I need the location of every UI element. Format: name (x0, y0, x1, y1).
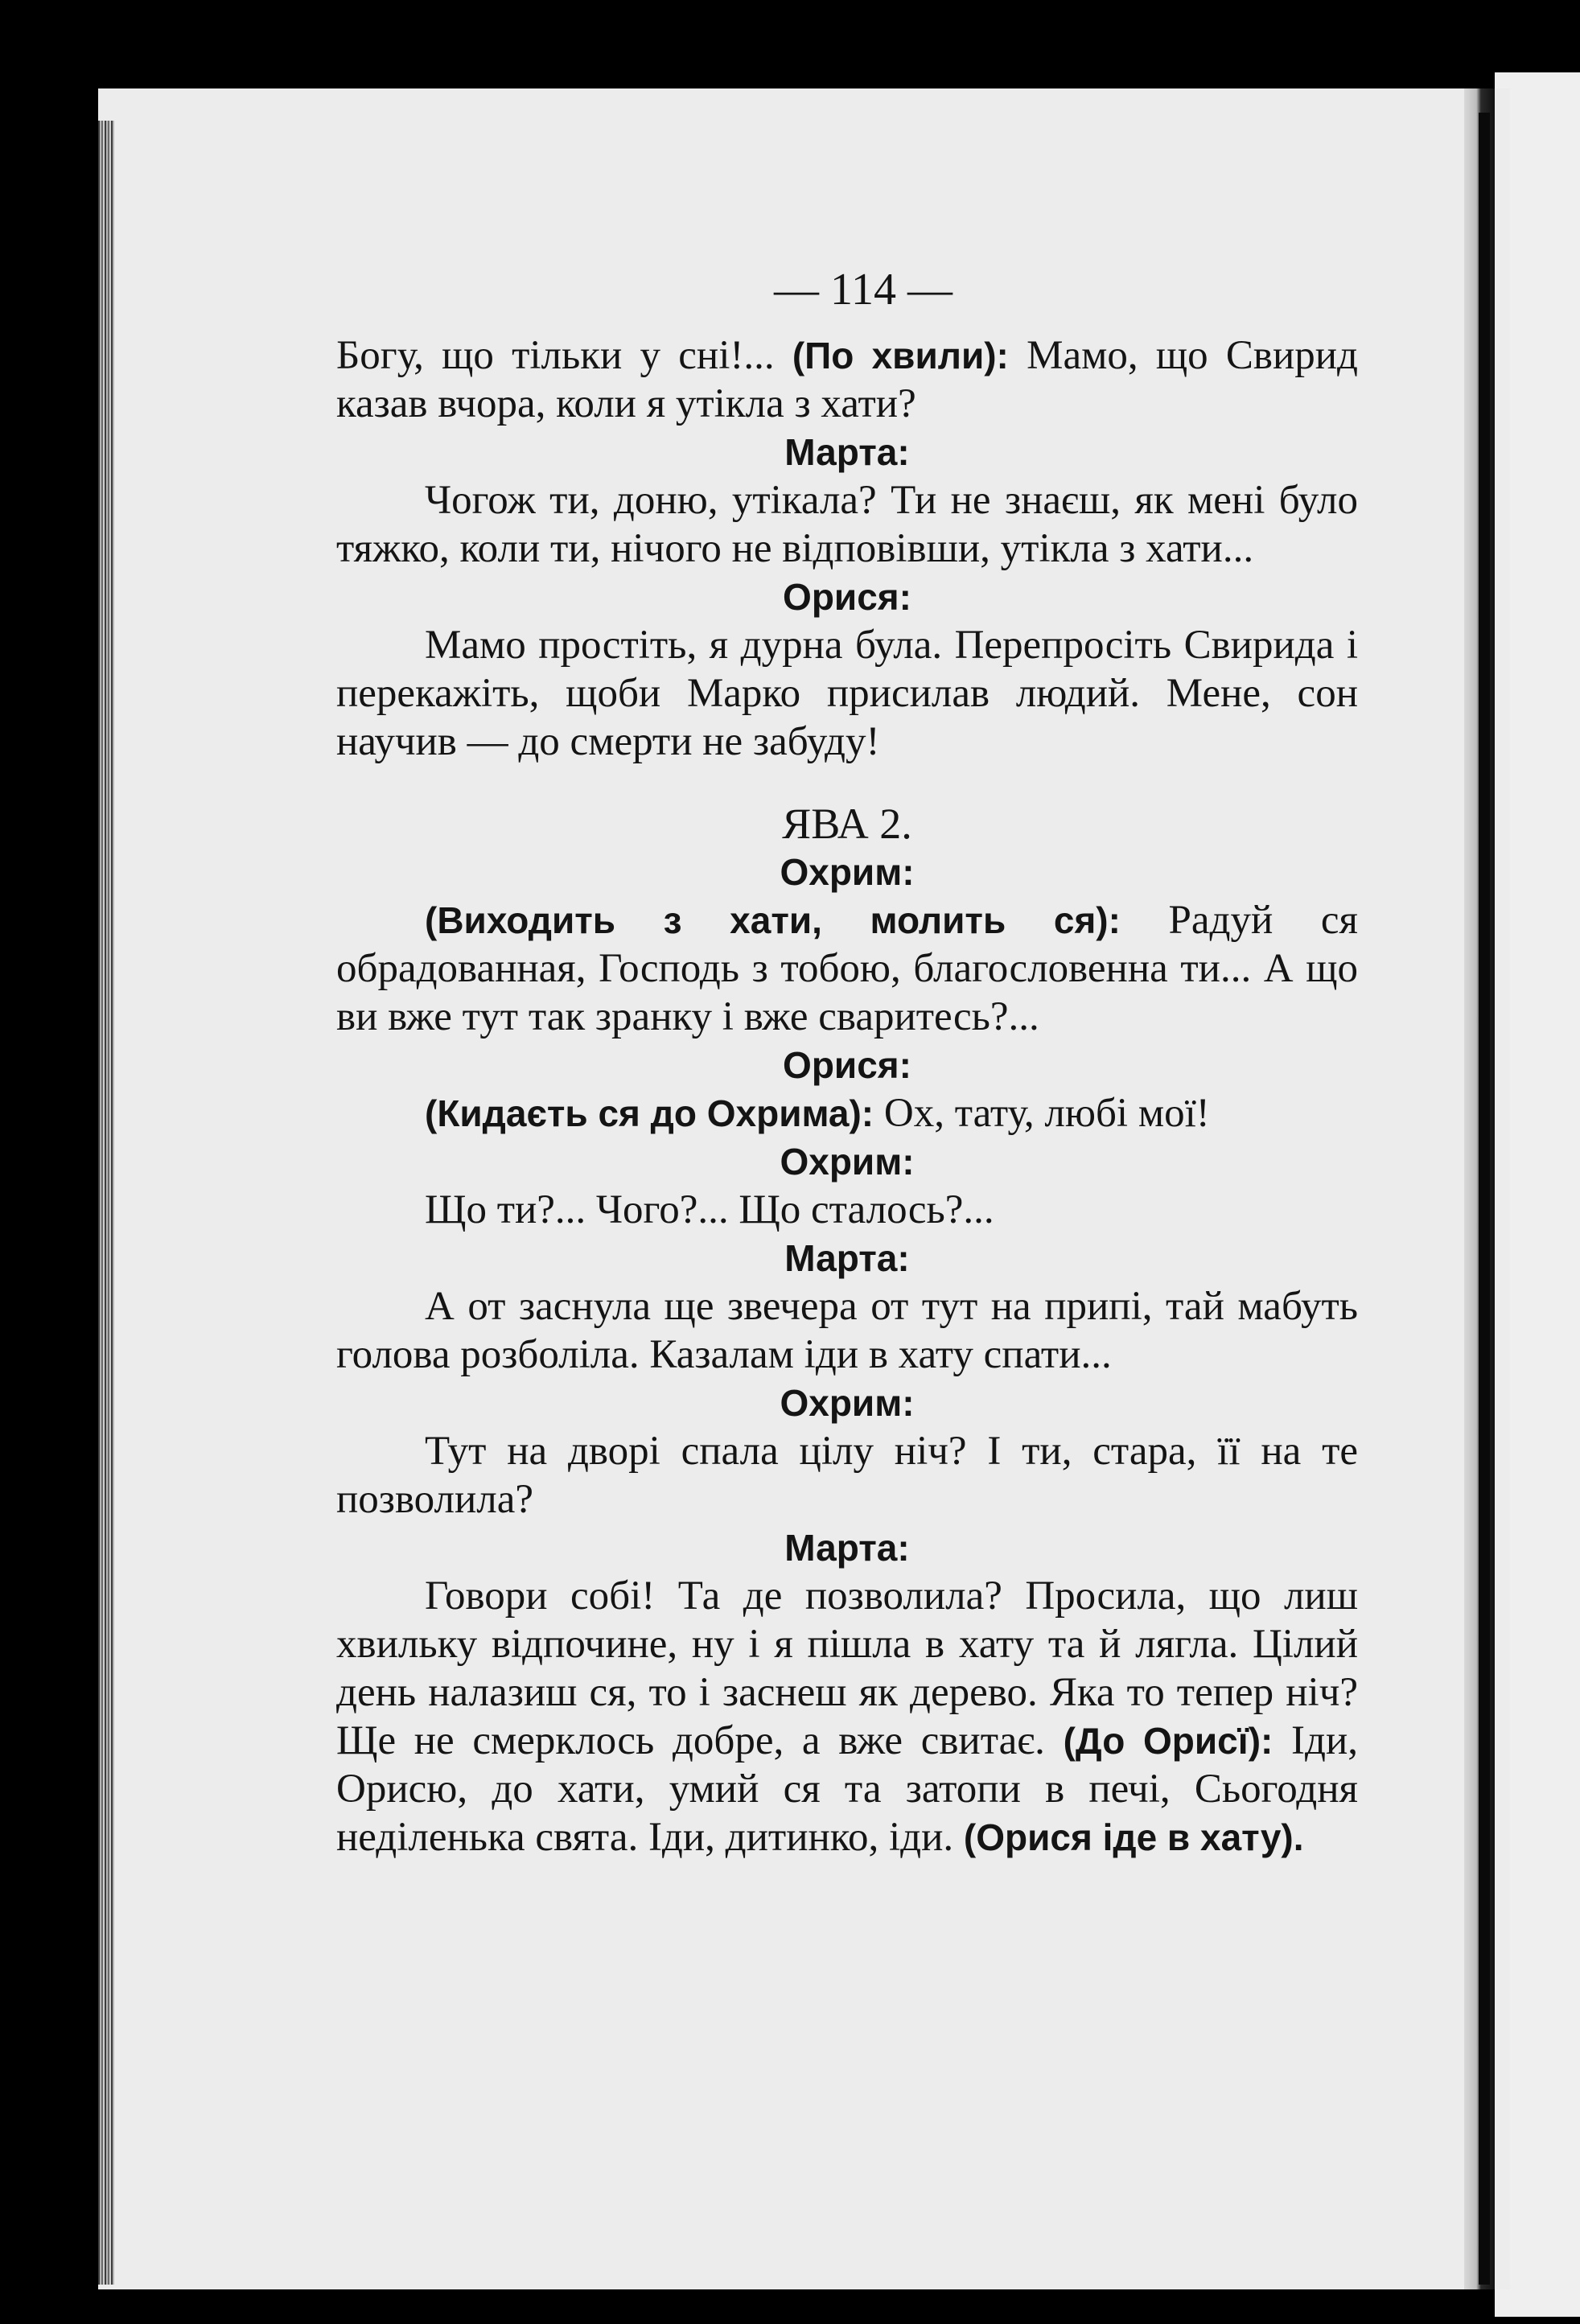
speaker-name: Марта: (784, 1237, 910, 1279)
stage-direction: (Виходить з хати, молить ся): (425, 899, 1121, 941)
dialogue-text: А от заснула ще звечера от тут на припі, тай мабуть голова розболіла. Казалам іди в хату спати... (336, 1284, 1358, 1377)
dialogue-text: Говори собі! Та де позволила? Просила, що лиш хвильку відпочине, ну і я пішла в хату та й лягла. Цілий день налазиш ся, то і заснеш як дерево. Яка то тепер ніч? Ще не смерклось добре, а вже свитає. (336, 1573, 1358, 1763)
speaker-name: Охрим: (780, 851, 915, 893)
stage-direction: (По хвили): (792, 335, 1009, 376)
scene-heading: ЯВА 2. (782, 800, 912, 848)
dialogue-text: Мамо, що Свирид казав вчора, коли я утікла з хати? (336, 333, 1358, 426)
dialogue-text: Богу, що тільки у сні!... (336, 333, 792, 378)
dialogue-text: Чогож ти, доню, утікала? Ти не знаєш, як мені було тяжко, коли ти, нічого не відповівши, утікла з хати... (336, 478, 1358, 571)
dialogue-paragraph (336, 1282, 1358, 1379)
stage-direction: (Орися іде в хату). (963, 1816, 1304, 1858)
dialogue-text: Іди, Орисю, до хати, умий ся та затопи в печі, Сьогодня неділенька свята. Іди, дитинко, іди. (336, 1718, 1358, 1860)
speaker-name: Охрим: (780, 1382, 915, 1424)
page-text (336, 265, 1358, 1861)
dialogue-paragraph (336, 1186, 1358, 1234)
dialogue-text: Ох, тату, любі мої! (874, 1091, 1210, 1136)
dialogue-text: Що ти?... Чого?... Що сталось?... (425, 1187, 994, 1232)
dialogue-paragraph (336, 1089, 1358, 1137)
stage-direction: (Кидаєть ся до Охрима): (425, 1092, 874, 1134)
dialogue-text: Мамо простіть, я дурна була. Перепросіть Свирида і перекажіть, щоби Марко присилав людий. Мене, сон научив — до смерти не забуду! (336, 623, 1358, 764)
stage-direction: (До Орисї): (1063, 1720, 1273, 1762)
gutter-rule (1479, 113, 1490, 2285)
dialogue-text: Радуй ся обрадованная, Господь з тобою, благословенна ти... А що ви вже тут так зранку і вже сваритесь?... (336, 898, 1359, 1039)
speaker-name: Марта: (784, 1527, 910, 1569)
play-text-flow (336, 331, 1358, 1861)
dialogue-paragraph (336, 1427, 1358, 1524)
page-number: — 114 — (774, 265, 953, 315)
dialogue-paragraph (336, 331, 1358, 428)
speaker-name: Орися: (783, 576, 911, 618)
dialogue-paragraph (336, 621, 1358, 766)
speaker-name: Марта: (784, 431, 910, 473)
page-binding-edge (98, 121, 114, 2285)
dialogue-paragraph (336, 476, 1358, 573)
speaker-name: Охрим: (780, 1141, 915, 1183)
dialogue-paragraph (336, 1572, 1358, 1861)
dialogue-paragraph (336, 896, 1358, 1041)
speaker-name: Орися: (783, 1044, 911, 1086)
dialogue-text: Тут на дворі спала цілу ніч? І ти, стара, її на те позволила? (336, 1429, 1358, 1522)
